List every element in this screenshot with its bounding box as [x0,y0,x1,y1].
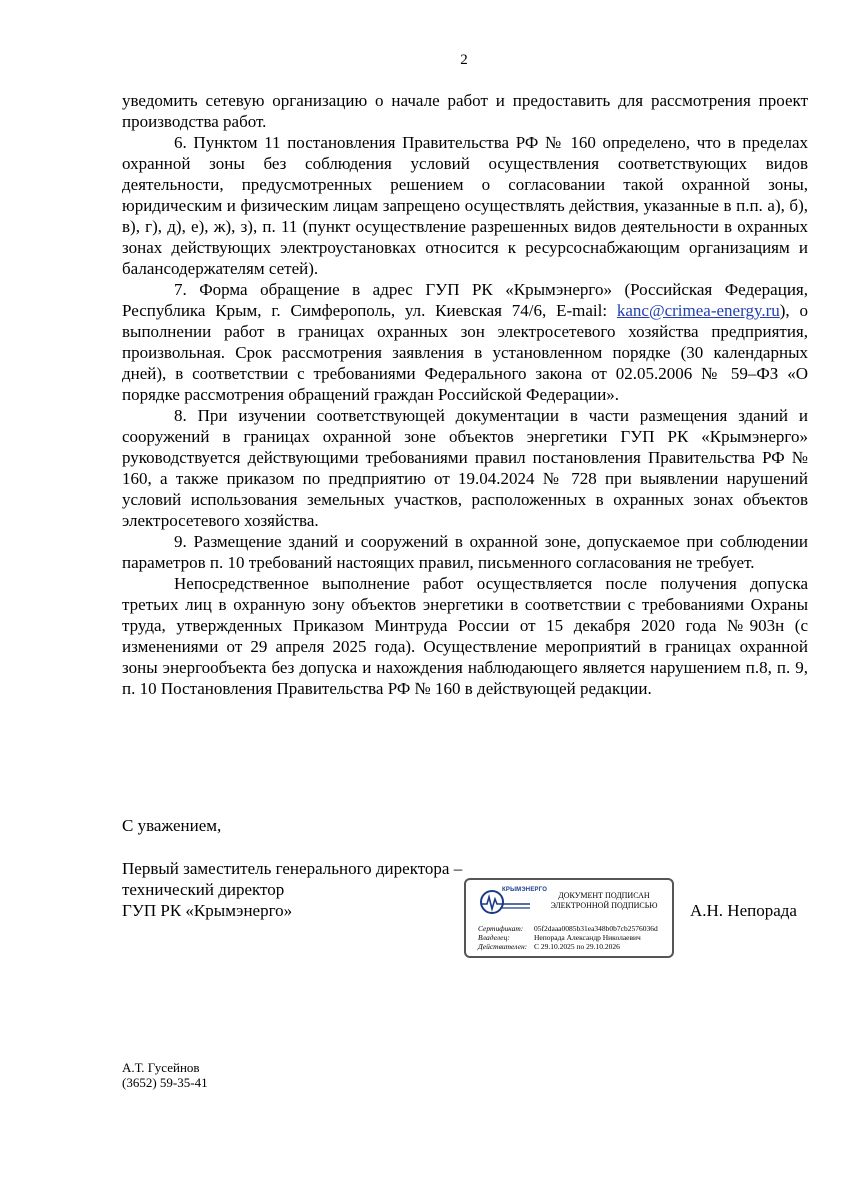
page-number: 2 [460,52,468,68]
signatory-line-1: Первый заместитель генерального директора – [122,859,463,878]
email-link[interactable]: kanc@crimea-energy.ru [616,301,780,320]
signatory-line-3: ГУП РК «Крымэнерго» [122,901,293,920]
paragraph-7-text-start: 7. Форма обращение в адрес ГУП РК «Крымэнерго» (Российская Федерация, Республика Крым, г. Симферополь, ул. Киевская 74/6, E-mail: [122,280,808,320]
stamp-title-line-2: ЭЛЕКТРОННОЙ ПОДПИСЬЮ [550,901,658,910]
stamp-certificate-value: 05f2daaa0085b31ea348b0b7cb2576036d [534,924,658,933]
executor-info [122,1060,208,1090]
stamp-certificate-label: Сертификат: [478,924,524,933]
paragraph-7-text-end: ), о выполнении работ в границах охранных зон электросетевого хозяйства предприятия, произвольная. Срок рассмотрения заявления в установленном порядке (30 календарных дней), в соответствии с требованиями Федерального закона от 02.05.2006 № 59–ФЗ «О порядке рассмотрения обращений граждан Российской Федерации». [122,301,808,404]
stamp-owner-value: Непорада Александр Николаевич [534,933,641,942]
paragraph-7 [122,279,808,405]
paragraph-9: 9. Размещение зданий и сооружений в охранной зоне, допускаемое при соблюдении параметров п. 10 требований настоящих правил, письменного согласования не требует. [122,532,808,572]
signatory-position [122,858,462,921]
stamp-validity-value: С 29.10.2025 по 29.10.2026 [534,942,620,951]
paragraph-continuation: уведомить сетевую организацию о начале работ и предоставить для рассмотрения проект производства работ. [122,91,808,131]
signatory-line-2: технический директор [122,880,285,899]
stamp-title-line-1: ДОКУМЕНТ ПОДПИСАН [558,891,650,900]
paragraph-6: 6. Пунктом 11 постановления Правительства РФ № 160 определено, что в пределах охранной зоны без соблюдения условий осуществления соответствующих видов деятельности, предусмотренных решением о согласовании такой охранной зоны, юридическим и физическим лицам запрещено осуществлять действия, указанные в п.п. а), б), в), г), д), е), ж), з), п. 11 (пункт осуществление разрешенных видов деятельности в охранных зонах действующих электроустановках относится к ресурсоснабжающим организациям и балансодержателям сетей). [122,133,808,278]
electronic-signature-stamp [464,878,674,958]
stamp-owner-label: Владелец: [478,933,510,942]
stamp-title [544,891,664,911]
letter-body [122,90,808,699]
stamp-validity-row [478,942,620,951]
paragraph-work-execution: Непосредственное выполнение работ осуществляется после получения допуска третьих лиц в охранную зону объектов энергетики в соответствии с требованиями Охраны труда, утвержденных Приказом Минтруда России от 15 декабря 2020 года №903н (с изменениями от 29 апреля 2025 года). Осуществление мероприятий в границах охранной зоны энергообъекта без допуска и нахождения наблюдающего является нарушением п.8, п. 9, п. 10 Постановления Правительства РФ № 160 в действующей редакции. [122,574,808,698]
signatory-name: А.Н. Непорада [690,901,797,920]
paragraph-8: 8. При изучении соответствующей документации в части размещения зданий и сооружений в границах охранной зоне объектов энергетики ГУП РК «Крымэнерго» руководствуется действующими требованиями правил постановления Правительства РФ № 160, а также приказом по предприятию от 19.04.2024 № 728 при выявлении нарушений условий использования земельных участков, расположенных в охранных зонах объектов электросетевого хозяйства. [122,406,808,530]
stamp-validity-label: Действителен: [478,942,528,951]
executor-phone: (3652) 59-35-41 [122,1075,208,1090]
stamp-logo-text: КРЫМЭНЕРГО [502,887,548,893]
stamp-certificate-row [478,924,658,933]
executor-name: А.Т. Гусейнов [122,1060,200,1075]
closing-phrase: С уважением, [122,816,222,835]
stamp-owner-row [478,933,641,942]
